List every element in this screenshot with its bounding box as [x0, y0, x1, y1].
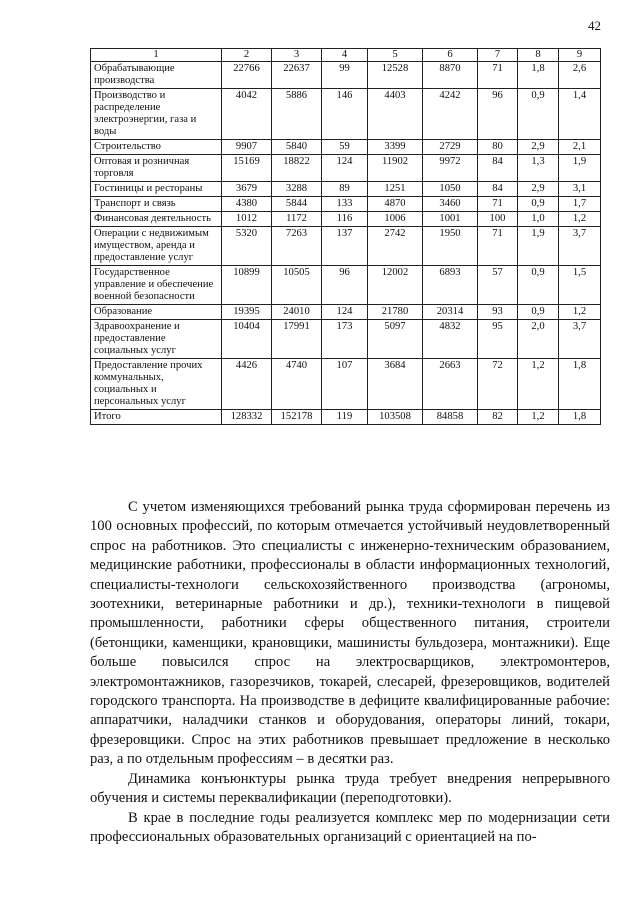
table-row — [91, 305, 601, 320]
value-cell: 8870 — [423, 62, 478, 89]
value-cell: 4740 — [272, 359, 322, 410]
value-cell: 24010 — [272, 305, 322, 320]
value-cell: 146 — [322, 89, 368, 140]
value-cell: 1,2 — [518, 410, 559, 425]
value-cell: 133 — [322, 197, 368, 212]
value-cell: 96 — [322, 266, 368, 305]
value-cell: 137 — [322, 227, 368, 266]
value-cell: 1,3 — [518, 155, 559, 182]
value-cell: 71 — [478, 62, 518, 89]
column-number-cell: 3 — [272, 49, 322, 62]
value-cell: 6893 — [423, 266, 478, 305]
value-cell: 4426 — [222, 359, 272, 410]
row-label-cell: Строительство — [91, 140, 222, 155]
value-cell: 3460 — [423, 197, 478, 212]
value-cell: 1,2 — [559, 305, 601, 320]
row-label-cell: Итого — [91, 410, 222, 425]
value-cell: 3399 — [368, 140, 423, 155]
value-cell: 20314 — [423, 305, 478, 320]
value-cell: 22637 — [272, 62, 322, 89]
value-cell: 1012 — [222, 212, 272, 227]
value-cell: 10505 — [272, 266, 322, 305]
table-row — [91, 182, 601, 197]
value-cell: 89 — [322, 182, 368, 197]
value-cell: 3288 — [272, 182, 322, 197]
value-cell: 3,7 — [559, 227, 601, 266]
row-label-cell: Предоставление прочих коммунальных, социальных и персональных услуг — [91, 359, 222, 410]
row-label-cell: Оптовая и розничная торговля — [91, 155, 222, 182]
value-cell: 173 — [322, 320, 368, 359]
value-cell: 19395 — [222, 305, 272, 320]
value-cell: 22766 — [222, 62, 272, 89]
value-cell: 12002 — [368, 266, 423, 305]
value-cell: 1950 — [423, 227, 478, 266]
value-cell: 3679 — [222, 182, 272, 197]
table-row — [91, 320, 601, 359]
value-cell: 1,7 — [559, 197, 601, 212]
value-cell: 1,5 — [559, 266, 601, 305]
value-cell: 57 — [478, 266, 518, 305]
column-number-cell: 7 — [478, 49, 518, 62]
value-cell: 2742 — [368, 227, 423, 266]
value-cell: 103508 — [368, 410, 423, 425]
statistics-table — [90, 48, 601, 425]
value-cell: 99 — [322, 62, 368, 89]
value-cell: 10404 — [222, 320, 272, 359]
value-cell: 2729 — [423, 140, 478, 155]
row-label-cell: Транспорт и связь — [91, 197, 222, 212]
table-row — [91, 89, 601, 140]
value-cell: 71 — [478, 197, 518, 212]
value-cell: 1,8 — [518, 62, 559, 89]
table-row — [91, 227, 601, 266]
value-cell: 1,2 — [518, 359, 559, 410]
table-row — [91, 212, 601, 227]
value-cell: 1,4 — [559, 89, 601, 140]
value-cell: 5097 — [368, 320, 423, 359]
value-cell: 2,1 — [559, 140, 601, 155]
value-cell: 1050 — [423, 182, 478, 197]
paragraph: В крае в последние годы реализуется комплекс мер по модернизации сети профессиональных образовательных организаций с ориентацией на по- — [90, 809, 610, 845]
value-cell: 18822 — [272, 155, 322, 182]
table-row — [91, 197, 601, 212]
row-label-cell: Здравоохранение и предоставление социальных услуг — [91, 320, 222, 359]
value-cell: 124 — [322, 155, 368, 182]
value-cell: 80 — [478, 140, 518, 155]
value-cell: 3,1 — [559, 182, 601, 197]
value-cell: 95 — [478, 320, 518, 359]
column-number-cell: 1 — [91, 49, 222, 62]
value-cell: 119 — [322, 410, 368, 425]
table-header-row — [91, 49, 601, 62]
value-cell: 1006 — [368, 212, 423, 227]
column-number-cell: 4 — [322, 49, 368, 62]
row-label-cell: Финансовая деятельность — [91, 212, 222, 227]
paragraph: С учетом изменяющихся требований рынка труда сформирован перечень из 100 основных профессий, по которым отмечается устойчивый неудовлетворенный спрос на работников. Это специалисты с инженерно-техническим образованием, медицинские работники, профессионалы в области информационных технологий, специалисты-технологи сельскохозяйственного производства (агрономы, зоотехники, ветеринарные работники и др.), техники-технологи в пищевой промышленности, работники сферы общественного питания, строители (бетонщики, каменщики, крановщики, машинисты бульдозера, монтажники). Еще больше повысился спрос на электросварщиков, электромонтеров, электромонтажников, газорезчиков, токарей, слесарей, фрезеровщиков, водителей городского транспорта. На производстве в дефиците квалифицированные рабочие: аппаратчики, наладчики станков и оборудования, операторы линий, токари, фрезеровщики. Спрос на этих работников превышает предложение в несколько раз, а по отдельным профессиям – в десятки раз. — [90, 499, 610, 768]
value-cell: 1251 — [368, 182, 423, 197]
value-cell: 4832 — [423, 320, 478, 359]
value-cell: 96 — [478, 89, 518, 140]
value-cell: 2,9 — [518, 140, 559, 155]
value-cell: 84858 — [423, 410, 478, 425]
value-cell: 0,9 — [518, 266, 559, 305]
value-cell: 0,9 — [518, 89, 559, 140]
row-label-cell: Государственное управление и обеспечение военной безопасности — [91, 266, 222, 305]
value-cell: 107 — [322, 359, 368, 410]
column-number-cell: 6 — [423, 49, 478, 62]
value-cell: 1,9 — [559, 155, 601, 182]
value-cell: 1,8 — [559, 410, 601, 425]
value-cell: 3684 — [368, 359, 423, 410]
value-cell: 124 — [322, 305, 368, 320]
value-cell: 100 — [478, 212, 518, 227]
table-row — [91, 62, 601, 89]
table-row — [91, 140, 601, 155]
value-cell: 2,9 — [518, 182, 559, 197]
value-cell: 152178 — [272, 410, 322, 425]
value-cell: 71 — [478, 227, 518, 266]
value-cell: 4870 — [368, 197, 423, 212]
value-cell: 4380 — [222, 197, 272, 212]
value-cell: 116 — [322, 212, 368, 227]
row-label-cell: Гостиницы и рестораны — [91, 182, 222, 197]
value-cell: 1,2 — [559, 212, 601, 227]
value-cell: 93 — [478, 305, 518, 320]
value-cell: 1,9 — [518, 227, 559, 266]
value-cell: 2,6 — [559, 62, 601, 89]
value-cell: 3,7 — [559, 320, 601, 359]
table-row — [91, 410, 601, 425]
value-cell: 5320 — [222, 227, 272, 266]
value-cell: 15169 — [222, 155, 272, 182]
value-cell: 12528 — [368, 62, 423, 89]
value-cell: 1,8 — [559, 359, 601, 410]
value-cell: 4242 — [423, 89, 478, 140]
body-text — [90, 498, 610, 847]
value-cell: 1172 — [272, 212, 322, 227]
value-cell: 2663 — [423, 359, 478, 410]
value-cell: 2,0 — [518, 320, 559, 359]
value-cell: 72 — [478, 359, 518, 410]
value-cell: 84 — [478, 155, 518, 182]
column-number-cell: 2 — [222, 49, 272, 62]
value-cell: 9972 — [423, 155, 478, 182]
value-cell: 1,0 — [518, 212, 559, 227]
table-row — [91, 359, 601, 410]
value-cell: 59 — [322, 140, 368, 155]
value-cell: 1001 — [423, 212, 478, 227]
value-cell: 11902 — [368, 155, 423, 182]
value-cell: 4042 — [222, 89, 272, 140]
column-number-cell: 9 — [559, 49, 601, 62]
value-cell: 84 — [478, 182, 518, 197]
value-cell: 7263 — [272, 227, 322, 266]
column-number-cell: 8 — [518, 49, 559, 62]
paragraph: Динамика конъюнктуры рынка труда требует внедрения непрерывного обучения и системы переквалификации (переподготовки). — [90, 770, 610, 807]
row-label-cell: Образование — [91, 305, 222, 320]
value-cell: 0,9 — [518, 305, 559, 320]
value-cell: 21780 — [368, 305, 423, 320]
value-cell: 0,9 — [518, 197, 559, 212]
row-label-cell: Операции с недвижимым имуществом, аренда и предоставление услуг — [91, 227, 222, 266]
value-cell: 5840 — [272, 140, 322, 155]
value-cell: 10899 — [222, 266, 272, 305]
value-cell: 128332 — [222, 410, 272, 425]
value-cell: 4403 — [368, 89, 423, 140]
page-number: 42 — [588, 18, 601, 33]
value-cell: 9907 — [222, 140, 272, 155]
value-cell: 5886 — [272, 89, 322, 140]
value-cell: 17991 — [272, 320, 322, 359]
row-label-cell: Обрабатывающие производства — [91, 62, 222, 89]
value-cell: 82 — [478, 410, 518, 425]
column-number-cell: 5 — [368, 49, 423, 62]
value-cell: 5844 — [272, 197, 322, 212]
row-label-cell: Производство и распределение электроэнергии, газа и воды — [91, 89, 222, 140]
table-row — [91, 155, 601, 182]
table-row — [91, 266, 601, 305]
